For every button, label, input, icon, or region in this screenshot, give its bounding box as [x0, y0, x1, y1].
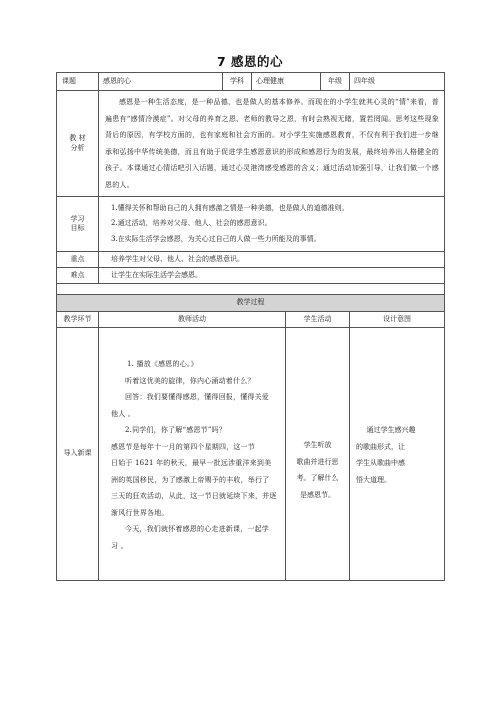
teacher-line: 感恩节是每年十一月的第四个星期四，这一节	[111, 442, 255, 451]
analysis-label	[57, 91, 99, 197]
teacher-line: 回答：我们要懂得感恩，懂得回报，懂得关爱	[125, 393, 269, 401]
course-value: 感恩的心	[99, 73, 223, 91]
student-line: 是感恩节。	[300, 490, 335, 499]
teacher-line: 日始于 1621 年的秋天，最早一批远涉重洋来到美	[111, 459, 272, 467]
key-point-text: 培养学生对父母、他人、社会的感恩意识。	[99, 252, 445, 268]
intent-line: 悟大道理。	[356, 475, 391, 484]
spacer-row	[57, 284, 445, 295]
analysis-row	[57, 91, 445, 197]
course-label: 课题	[57, 73, 99, 91]
teacher-line: 三天的狂欢活动，从此，这一节日就延续下来，并逐	[111, 492, 277, 500]
student-activity	[286, 328, 350, 581]
teacher-line: 今天，我们就怀着感恩的心走进新课，一起学	[125, 525, 269, 533]
objectives-label-line1: 学习	[70, 214, 85, 223]
process-heading: 教学过程	[57, 295, 445, 312]
objectives-row	[57, 197, 445, 252]
teacher-line: 他人 。	[111, 409, 136, 418]
col-intent: 设计意图	[350, 312, 445, 328]
analysis-label-line2: 分析	[70, 143, 85, 152]
page-title: 7 感恩的心	[216, 54, 284, 69]
subject-value: 心理健康	[252, 73, 321, 91]
difficulty-text: 让学生在实际生活学会感恩。	[99, 268, 445, 284]
process-row	[57, 328, 445, 581]
info-row	[57, 73, 445, 91]
teacher-line: 渐风行世界各地。	[111, 508, 169, 517]
teacher-line: 洲的英国移民，为了感激上帝赐予的丰收，举行了	[111, 475, 270, 484]
key-point-row	[57, 252, 445, 268]
subject-label: 学科	[223, 73, 252, 91]
intent-line: 的歌曲形式，让	[356, 442, 405, 451]
col-student: 学生活动	[286, 312, 350, 328]
key-point-label: 重点	[57, 252, 99, 268]
col-teacher: 教师活动	[99, 312, 286, 328]
student-line: 学生听放	[303, 441, 332, 449]
teacher-line: 听着这优美的旋律，你内心涌动着什么？	[125, 376, 255, 385]
analysis-label-line1: 教 材	[69, 134, 86, 143]
analysis-text: 感恩是一种生活态度，是一种品德，也是做人的基本修养。而现在的小学生就其心灵的“情”来看，普遍患有“感情冷漠症”。对父母的养育之恩、老师的教导之恩，有时会熟视无睹，置若罔闻。思考这些现象背后的原因，有学校方面的，也有家庭和社会方面的。对小学生实施感恩教育，不仅有利于我们进一步继承和弘扬中华传统美德，而且有助于促进学生感恩意识的形成和感恩行为的发展，最终培养出人格健全的孩子。本课通过心情话吧引入话题，通过心灵港湾感受感恩的含义；通过活动加强引导，让我们做一个感恩的人。	[105, 98, 439, 189]
lesson-plan-table	[56, 72, 445, 581]
objectives-content	[99, 197, 445, 252]
col-stage: 教学环节	[57, 312, 99, 328]
intent-line: 通过学生感兴趣	[366, 426, 416, 434]
student-line: 考。了解什么	[296, 474, 339, 482]
teacher-line: 1. 播放《感恩的心。》	[127, 360, 198, 368]
objective-item: 2.通过活动，培养对父母、他人、社会的感恩意识。	[111, 219, 272, 228]
difficulty-label: 难点	[57, 268, 99, 284]
intent-line: 学生从歌曲中感	[356, 459, 405, 467]
grade-label: 年级	[321, 73, 350, 91]
analysis-content	[99, 91, 445, 197]
difficulty-row	[57, 268, 445, 284]
objective-item: 3.在实际生活学会感恩，为关心过自己的人做一些力所能及的事情。	[111, 234, 321, 243]
objective-item: 1.懂得关怀和帮助自己的人拥有感激之情是一种美德，也是做人的道德准则。	[111, 203, 349, 212]
design-intent	[350, 328, 445, 581]
objectives-label-line2: 目标	[70, 224, 85, 232]
process-columns-row	[57, 312, 445, 328]
objectives-label	[57, 197, 99, 252]
stage-cell: 导入新课	[57, 328, 99, 581]
process-heading-row	[57, 295, 445, 312]
student-line: 歌曲并进行思	[296, 457, 339, 466]
spacer-cell	[57, 284, 445, 295]
grade-value: 四年级	[350, 73, 445, 91]
teacher-activity	[99, 328, 286, 581]
teacher-line: 习 。	[111, 541, 128, 550]
teacher-line: 2.同学们，你了解“感恩节”吗？	[125, 426, 227, 434]
